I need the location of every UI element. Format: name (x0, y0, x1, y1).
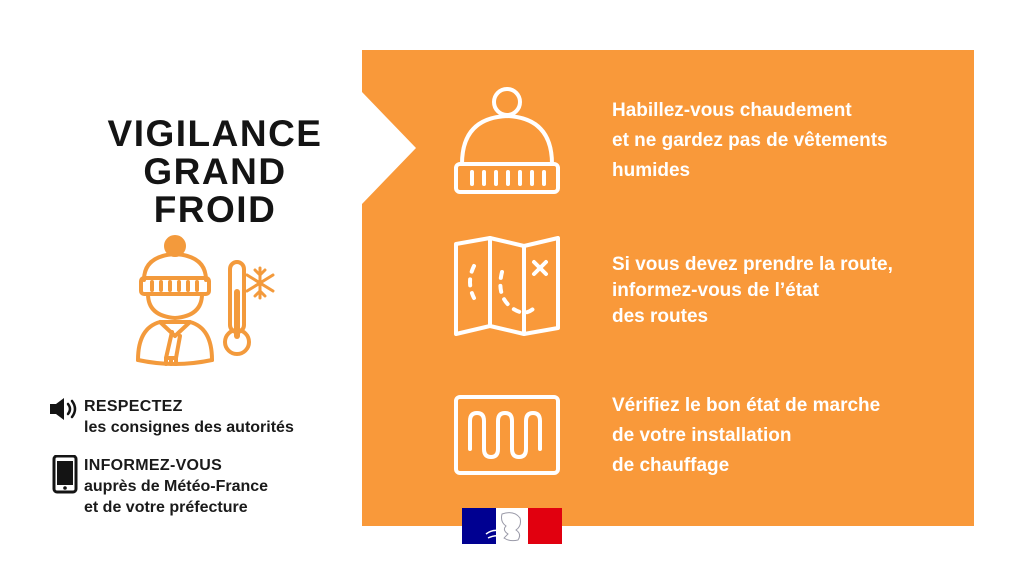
republique-francaise-marianne-logo (462, 508, 562, 544)
advice-line: Vérifiez le bon état de marche (612, 395, 881, 416)
respect-row (48, 396, 294, 438)
title-line-1: VIGILANCE (107, 113, 323, 154)
inform-text (84, 455, 268, 518)
title-line-3: FROID (153, 189, 277, 230)
title-line-2: GRAND (143, 151, 287, 192)
road-map-icon (452, 236, 562, 336)
bundled-person-with-thermometer-icon (130, 232, 280, 382)
winter-hat-icon (452, 86, 562, 198)
advice-heating (612, 391, 957, 481)
advice-line: Habillez-vous chaudement (612, 100, 852, 121)
advice-line: et ne gardez pas de vêtements (612, 130, 888, 151)
inform-line-1: auprès de Météo-France (84, 478, 269, 495)
advice-line: de votre installation (612, 425, 792, 446)
advice-road (612, 252, 957, 330)
smartphone-icon (48, 455, 84, 495)
inform-line-2: et de votre préfecture (84, 499, 248, 516)
page-title (60, 115, 370, 229)
advice-line: de chauffage (612, 455, 730, 476)
advice-line: humides (612, 160, 691, 181)
heater-icon (452, 393, 562, 477)
inform-row (48, 455, 268, 518)
inform-heading: INFORMEZ-VOUS (84, 457, 223, 474)
respect-body: les consignes des autorités (84, 419, 294, 436)
advice-line: Si vous devez prendre la route, (612, 254, 893, 275)
respect-heading: RESPECTEZ (84, 398, 183, 415)
advice-line: des routes (612, 306, 709, 327)
panel-notch (362, 92, 418, 204)
speaker-icon (48, 396, 84, 422)
advice-clothing (612, 96, 957, 186)
advice-line: informez-vous de l’état (612, 280, 819, 301)
respect-text (84, 396, 294, 438)
